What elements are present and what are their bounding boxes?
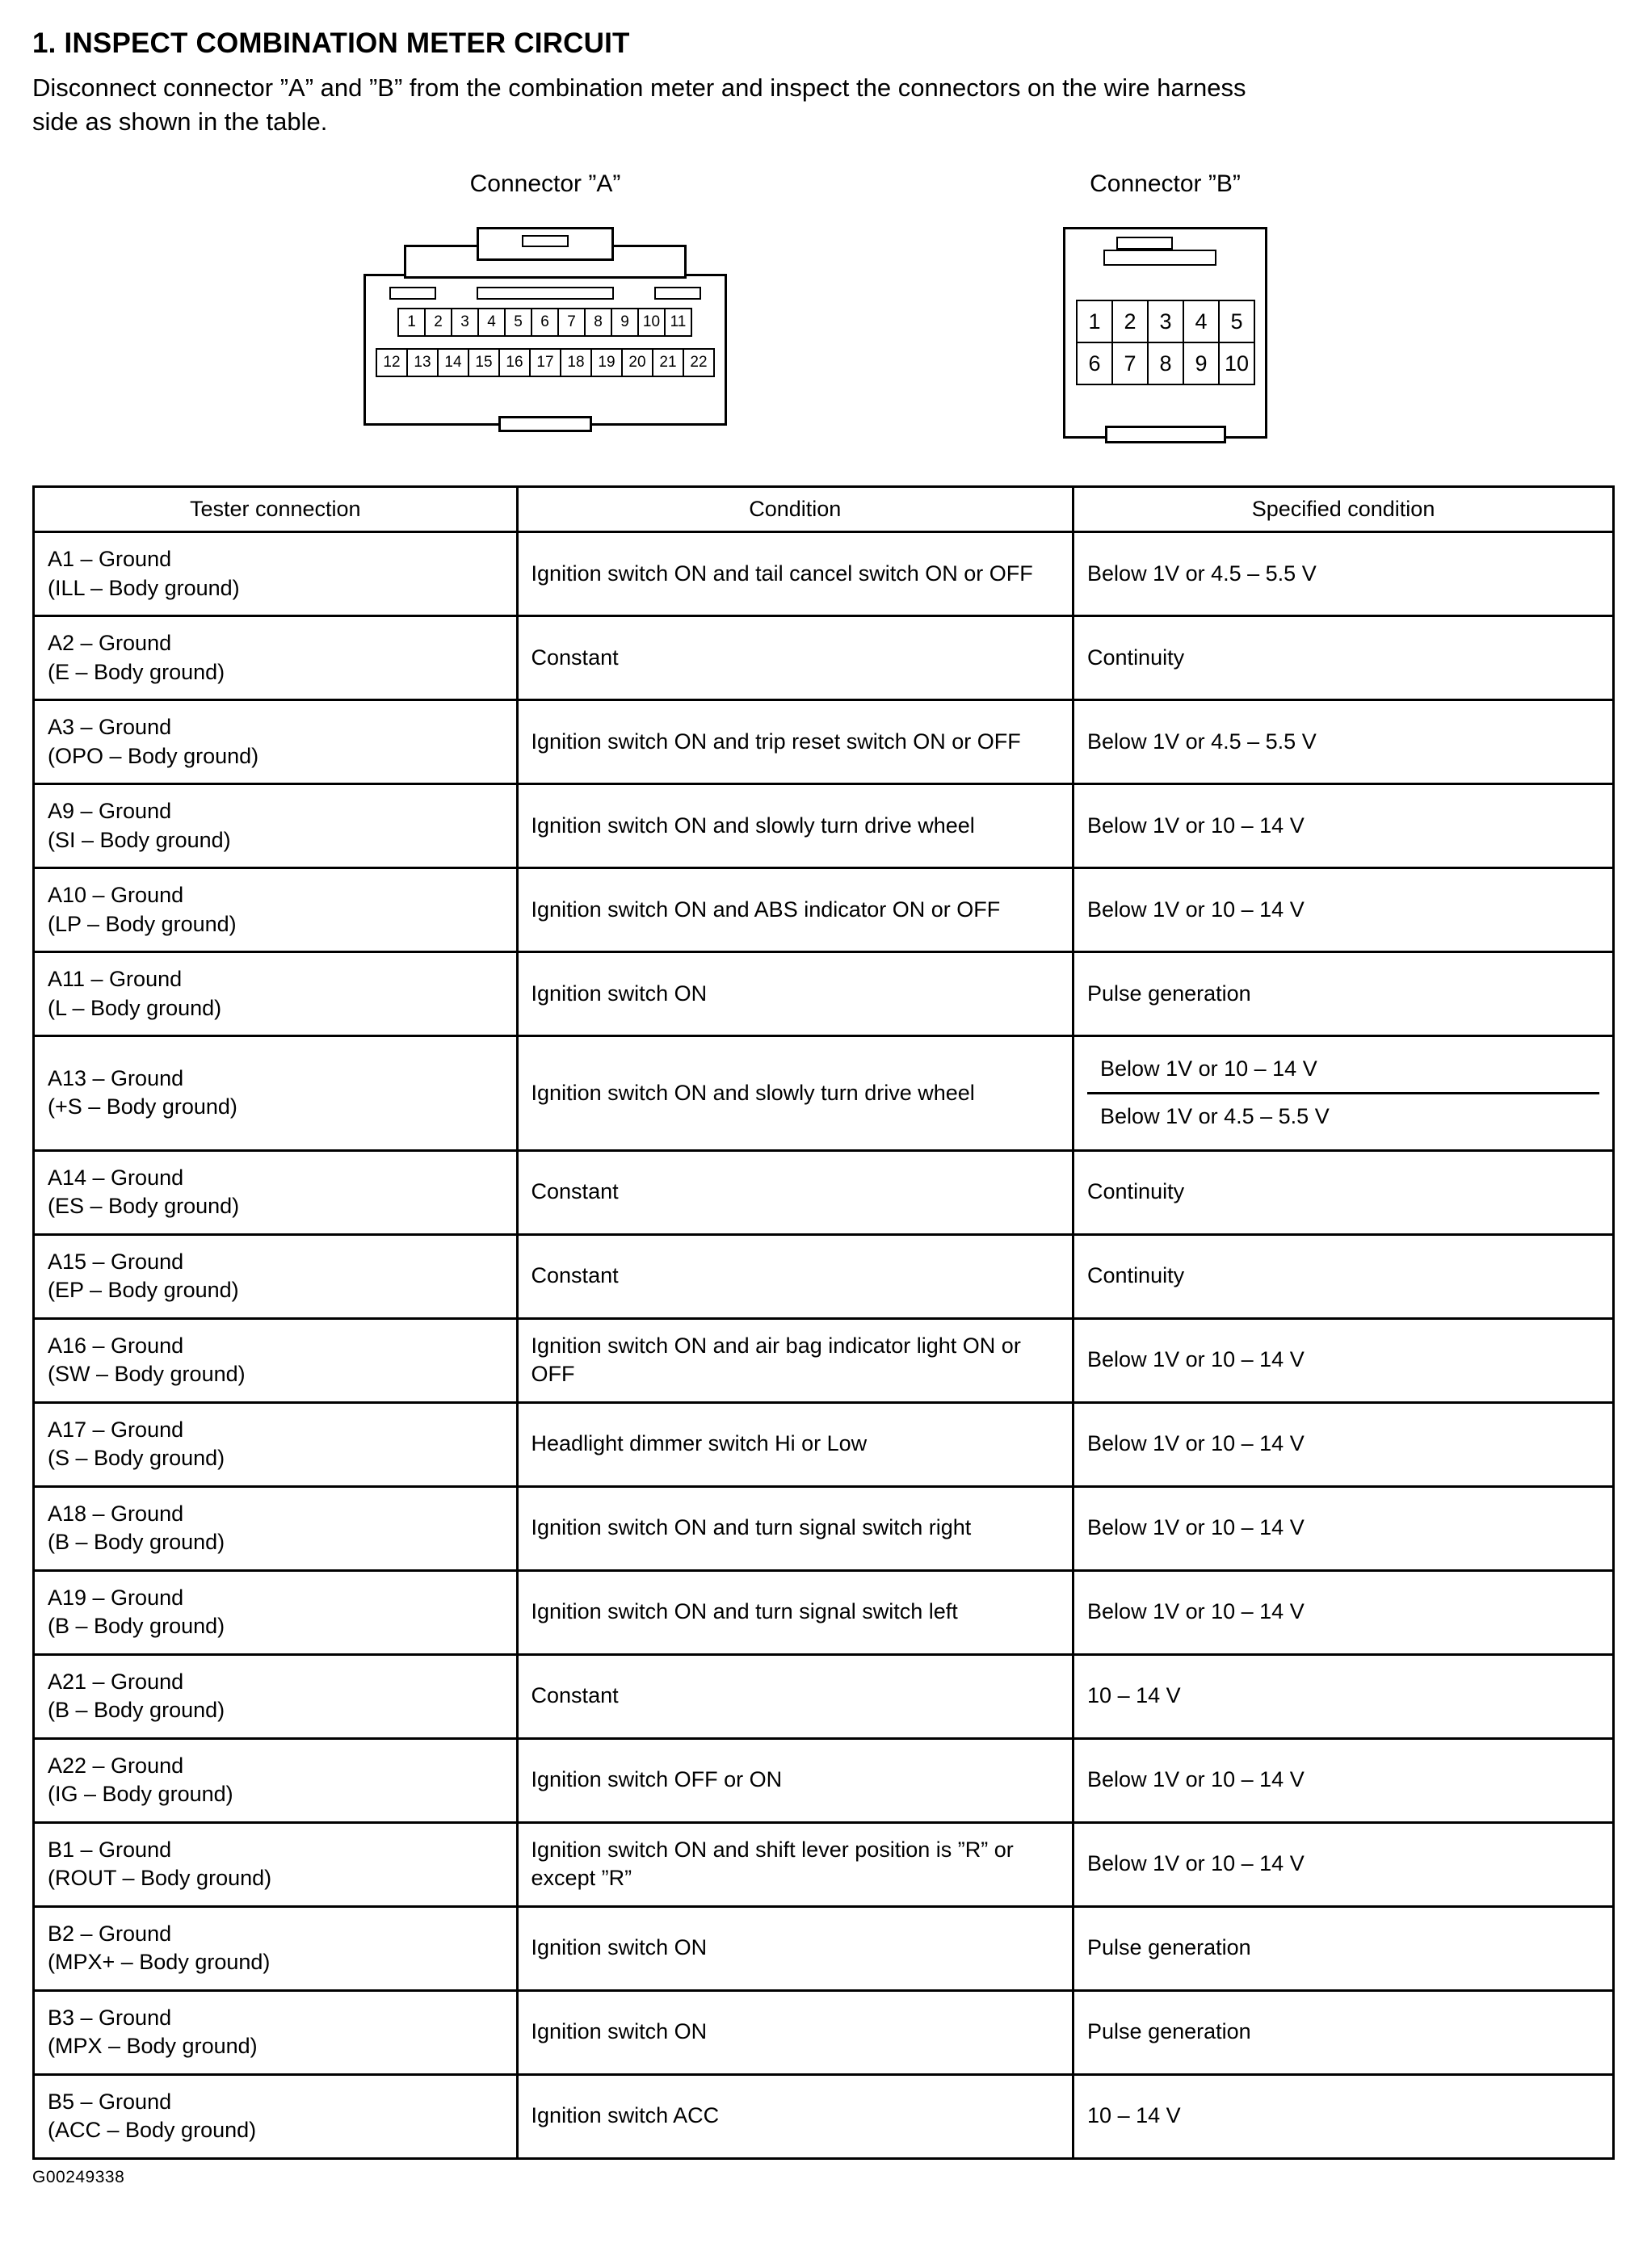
pin-11: 11 [664, 308, 692, 337]
page-title: 1. INSPECT COMBINATION METER CIRCUIT [32, 27, 630, 59]
table-row [34, 700, 1614, 784]
tester-connection-cell [34, 1150, 518, 1234]
pin-16: 16 [498, 348, 531, 377]
pin-10: 10 [1218, 342, 1255, 385]
pin-10: 10 [637, 308, 666, 337]
header-specified-condition: Specified condition [1073, 487, 1614, 532]
pin-1: 1 [397, 308, 426, 337]
connector-b-label: Connector ”B” [1090, 170, 1241, 198]
tester-connection-cell [34, 532, 518, 616]
figure-code: G00249338 [32, 2167, 125, 2186]
pin-21: 21 [652, 348, 684, 377]
tester-signal: (E – Body ground) [48, 659, 225, 684]
tester-terminal: B2 – Ground [48, 1921, 172, 1946]
tester-signal: (SI – Body ground) [48, 827, 231, 852]
tester-connection-cell [34, 616, 518, 700]
condition-cell: Constant [517, 1150, 1073, 1234]
tester-terminal: B5 – Ground [48, 2089, 172, 2114]
pin-1: 1 [1076, 300, 1113, 343]
pin-9: 9 [1183, 342, 1220, 385]
table-row [34, 1150, 1614, 1234]
table-row [34, 616, 1614, 700]
table-row [34, 1402, 1614, 1486]
tester-connection-cell [34, 1036, 518, 1151]
tester-terminal: A2 – Ground [48, 630, 172, 655]
connector-a-pin-row-2 [376, 348, 713, 377]
table-row [34, 1570, 1614, 1654]
tester-terminal: A18 – Ground [48, 1501, 184, 1526]
tester-signal: (IG – Body ground) [48, 1782, 233, 1807]
tester-connection-cell [34, 1822, 518, 1906]
tester-signal: (+S – Body ground) [48, 1094, 237, 1119]
table-row [34, 784, 1614, 868]
specified-condition-cell: Below 1V or 10 – 14 V [1073, 1486, 1614, 1570]
specified-condition-cell: Below 1V or 4.5 – 5.5 V [1073, 532, 1614, 616]
tester-signal: (LP – Body ground) [48, 911, 237, 936]
tester-terminal: A19 – Ground [48, 1585, 184, 1610]
connector-a-figure [355, 170, 735, 435]
connector-a-pin-row-1 [397, 308, 691, 337]
specified-condition-value: Below 1V or 10 – 14 V [1087, 1047, 1599, 1094]
pin-7: 7 [557, 308, 586, 337]
connector-a-lock-tab [477, 227, 614, 261]
condition-cell: Ignition switch OFF or ON [517, 1738, 1073, 1822]
connector-b-lock-tab-wide [1103, 250, 1216, 266]
pin-15: 15 [468, 348, 500, 377]
pin-12: 12 [376, 348, 408, 377]
specified-condition-cell: Continuity [1073, 1150, 1614, 1234]
connector-b-lock-tab-small [1116, 237, 1173, 250]
pin-2: 2 [1111, 300, 1149, 343]
tester-connection-cell [34, 1738, 518, 1822]
tester-connection-cell [34, 1654, 518, 1738]
connector-a-bottom-tab [498, 416, 592, 432]
condition-cell: Ignition switch ON and slowly turn drive wheel [517, 784, 1073, 868]
pin-13: 13 [406, 348, 439, 377]
tester-signal: (ES – Body ground) [48, 1194, 240, 1219]
intro-text: Disconnect connector ”A” and ”B” from the combination meter and inspect the connectors on the wire harness side as shown in the table. [32, 74, 1246, 136]
inspection-table-body [34, 532, 1614, 2159]
tester-connection-cell [34, 1906, 518, 1990]
tester-terminal: B3 – Ground [48, 2005, 172, 2030]
pin-5: 5 [1218, 300, 1255, 343]
tester-signal: (B – Body ground) [48, 1530, 225, 1555]
condition-cell: Ignition switch ON and trip reset switch ON or OFF [517, 700, 1073, 784]
tester-terminal: A9 – Ground [48, 798, 172, 823]
pin-20: 20 [621, 348, 653, 377]
specified-condition-cell: Below 1V or 10 – 14 V [1073, 1738, 1614, 1822]
specified-condition-cell: Continuity [1073, 1234, 1614, 1318]
pin-19: 19 [590, 348, 623, 377]
inspection-table-header [34, 487, 1614, 532]
tester-terminal: A17 – Ground [48, 1417, 184, 1442]
specified-condition-cell: Pulse generation [1073, 1906, 1614, 1990]
table-row [34, 1318, 1614, 1402]
condition-cell: Constant [517, 1234, 1073, 1318]
connector-figures [32, 170, 1615, 447]
specified-condition-cell [1073, 1036, 1614, 1151]
tester-terminal: A16 – Ground [48, 1333, 184, 1358]
pin-2: 2 [424, 308, 452, 337]
tester-connection-cell [34, 952, 518, 1036]
specified-condition-cell: Continuity [1073, 616, 1614, 700]
connector-b-figure [1058, 170, 1272, 447]
table-row [34, 1738, 1614, 1822]
header-condition: Condition [517, 487, 1073, 532]
specified-condition-cell: 10 – 14 V [1073, 1654, 1614, 1738]
pin-22: 22 [683, 348, 715, 377]
pin-18: 18 [560, 348, 592, 377]
specified-condition-cell: Pulse generation [1073, 952, 1614, 1036]
condition-cell: Ignition switch ON [517, 1990, 1073, 2074]
specified-condition-cell: Below 1V or 10 – 14 V [1073, 1318, 1614, 1402]
pin-3: 3 [1147, 300, 1184, 343]
connector-b-pin-row-2 [1076, 342, 1254, 385]
tester-terminal: A11 – Ground [48, 966, 183, 991]
condition-cell: Constant [517, 616, 1073, 700]
condition-cell: Ignition switch ON [517, 952, 1073, 1036]
table-row [34, 1654, 1614, 1738]
header-row [34, 487, 1614, 532]
condition-cell: Ignition switch ON and shift lever position is ”R” or except ”R” [517, 1822, 1073, 1906]
pin-14: 14 [437, 348, 469, 377]
tester-terminal: A21 – Ground [48, 1669, 184, 1694]
tester-signal: (ACC – Body ground) [48, 2118, 257, 2143]
header-tester-connection: Tester connection [34, 487, 518, 532]
table-row [34, 1234, 1614, 1318]
table-row [34, 952, 1614, 1036]
tester-signal: (ROUT – Body ground) [48, 1866, 272, 1891]
tester-connection-cell [34, 868, 518, 952]
tester-connection-cell [34, 700, 518, 784]
tester-signal: (B – Body ground) [48, 1614, 225, 1639]
tester-signal: (OPO – Body ground) [48, 743, 259, 768]
pin-4: 4 [1183, 300, 1220, 343]
specified-condition-cell: Below 1V or 10 – 14 V [1073, 1402, 1614, 1486]
connector-a-label: Connector ”A” [469, 170, 621, 198]
condition-cell: Constant [517, 1654, 1073, 1738]
table-row [34, 1822, 1614, 1906]
tester-signal: (EP – Body ground) [48, 1278, 239, 1303]
connector-b-pin-row-1 [1076, 300, 1254, 343]
table-row [34, 1486, 1614, 1570]
tester-connection-cell [34, 1234, 518, 1318]
tester-terminal: A10 – Ground [48, 882, 184, 907]
connector-a-slot-left [389, 287, 436, 300]
connector-b-diagram [1058, 227, 1272, 447]
pin-9: 9 [611, 308, 639, 337]
tester-terminal: A3 – Ground [48, 714, 172, 739]
tester-connection-cell [34, 2074, 518, 2158]
specified-condition-cell: Pulse generation [1073, 1990, 1614, 2074]
condition-cell: Ignition switch ON and turn signal switch right [517, 1486, 1073, 1570]
tester-signal: (B – Body ground) [48, 1698, 225, 1723]
pin-6: 6 [531, 308, 559, 337]
tester-connection-cell [34, 1402, 518, 1486]
specified-condition-cell: Below 1V or 10 – 14 V [1073, 1570, 1614, 1654]
tester-terminal: A14 – Ground [48, 1165, 184, 1190]
tester-signal: (MPX – Body ground) [48, 2034, 258, 2059]
pin-7: 7 [1111, 342, 1149, 385]
condition-cell: Ignition switch ON and tail cancel switch ON or OFF [517, 532, 1073, 616]
tester-signal: (ILL – Body ground) [48, 575, 240, 600]
connector-a-lock-tab-slot [522, 235, 569, 247]
tester-terminal: B1 – Ground [48, 1837, 172, 1862]
specified-condition-cell: Below 1V or 10 – 14 V [1073, 784, 1614, 868]
pin-17: 17 [529, 348, 561, 377]
tester-connection-cell [34, 1486, 518, 1570]
condition-cell: Ignition switch ON and ABS indicator ON or OFF [517, 868, 1073, 952]
tester-terminal: A1 – Ground [48, 546, 172, 571]
connector-a-diagram [355, 227, 735, 435]
inspection-table [32, 485, 1615, 2160]
table-row [34, 868, 1614, 952]
tester-terminal: A13 – Ground [48, 1065, 184, 1090]
connector-a-slot-center [477, 287, 614, 300]
tester-connection-cell [34, 1570, 518, 1654]
connector-b-bottom-tab [1105, 426, 1226, 443]
condition-cell: Headlight dimmer switch Hi or Low [517, 1402, 1073, 1486]
tester-connection-cell [34, 1990, 518, 2074]
tester-connection-cell [34, 784, 518, 868]
tester-signal: (SW – Body ground) [48, 1362, 246, 1387]
tester-terminal: A22 – Ground [48, 1753, 184, 1778]
table-row [34, 2074, 1614, 2158]
condition-cell: Ignition switch ON [517, 1906, 1073, 1990]
pin-8: 8 [584, 308, 612, 337]
pin-6: 6 [1076, 342, 1113, 385]
condition-cell: Ignition switch ACC [517, 2074, 1073, 2158]
specified-condition-cell: Below 1V or 10 – 14 V [1073, 1822, 1614, 1906]
specified-condition-cell: Below 1V or 4.5 – 5.5 V [1073, 700, 1614, 784]
tester-signal: (L – Body ground) [48, 995, 222, 1020]
connector-a-slot-right [654, 287, 701, 300]
tester-signal: (MPX+ – Body ground) [48, 1950, 271, 1975]
pin-5: 5 [504, 308, 532, 337]
condition-cell: Ignition switch ON and air bag indicator light ON or OFF [517, 1318, 1073, 1402]
pin-8: 8 [1147, 342, 1184, 385]
specified-condition-cell: Below 1V or 10 – 14 V [1073, 868, 1614, 952]
condition-cell: Ignition switch ON and slowly turn drive wheel [517, 1036, 1073, 1151]
condition-cell: Ignition switch ON and turn signal switch left [517, 1570, 1073, 1654]
pin-3: 3 [451, 308, 479, 337]
specified-condition-value: Below 1V or 4.5 – 5.5 V [1100, 1103, 1330, 1128]
tester-signal: (S – Body ground) [48, 1446, 225, 1471]
tester-connection-cell [34, 1318, 518, 1402]
table-row [34, 1906, 1614, 1990]
specified-condition-cell: 10 – 14 V [1073, 2074, 1614, 2158]
pin-4: 4 [477, 308, 506, 337]
table-row [34, 1990, 1614, 2074]
table-row [34, 532, 1614, 616]
table-row [34, 1036, 1614, 1151]
tester-terminal: A15 – Ground [48, 1249, 184, 1274]
